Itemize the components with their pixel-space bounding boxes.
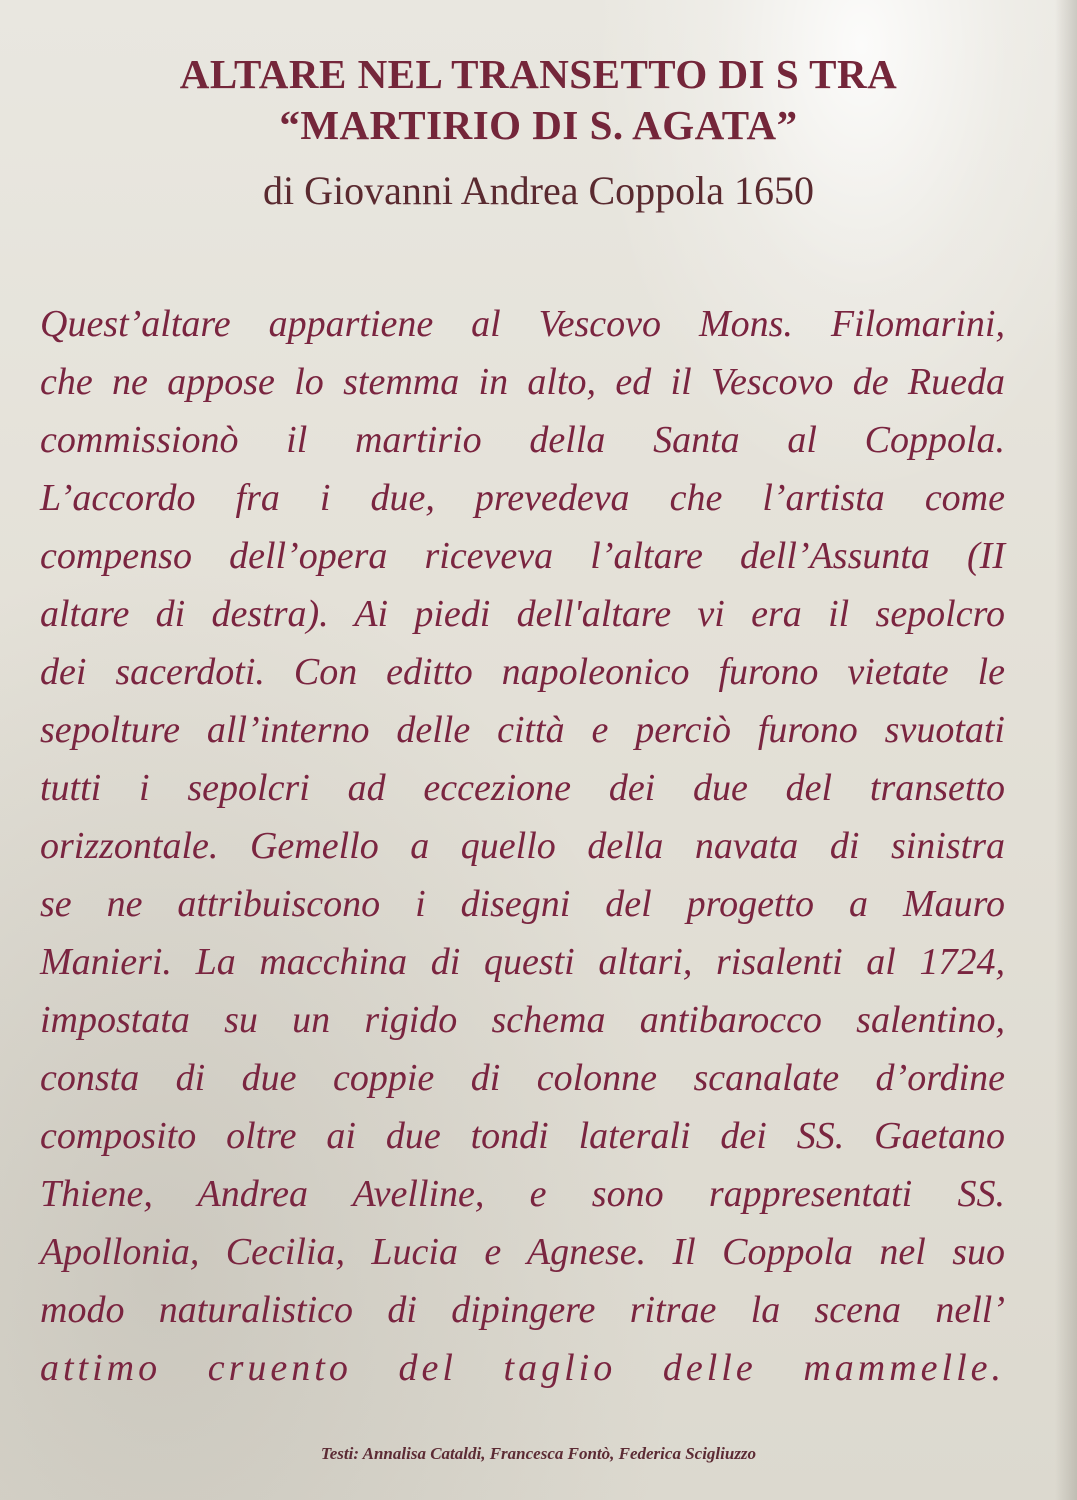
body-line: consta di due coppie di colonne scanalate d’ordine bbox=[40, 1057, 1005, 1099]
panel-edge-shadow bbox=[1055, 0, 1077, 1500]
body-line: modo naturalistico di dipingere ritrae la scena nell’ bbox=[40, 1289, 1005, 1331]
body-line: dei sacerdoti. Con editto napoleonico furono vietate le bbox=[40, 651, 1005, 693]
body-line: che ne appose lo stemma in alto, ed il Vescovo de Rueda bbox=[40, 361, 1005, 403]
body-line: sepolture all’interno delle città e perciò furono svuotati bbox=[40, 709, 1005, 751]
body-line: Apollonia, Cecilia, Lucia e Agnese. Il Coppola nel suo bbox=[40, 1231, 1005, 1273]
body-line: se ne attribuiscono i disegni del progetto a Mauro bbox=[40, 883, 1005, 925]
title-line-2: “MARTIRIO DI S. AGATA” bbox=[279, 102, 798, 148]
subtitle: di Giovanni Andrea Coppola 1650 bbox=[262, 168, 815, 213]
body-line: L’accordo fra i due, prevedeva che l’artista come bbox=[40, 477, 1005, 519]
body-line: commissionò il martirio della Santa al Coppola. bbox=[40, 419, 1005, 461]
body-line: Manieri. La macchina di questi altari, risalenti al 1724, bbox=[40, 941, 1005, 983]
credits: Testi: Annalisa Cataldi, Francesca Fontò, Federica Scigliuzzo bbox=[320, 1444, 757, 1463]
body-line: orizzontale. Gemello a quello della navata di sinistra bbox=[40, 825, 1005, 867]
body-line: altare di destra). Ai piedi dell'altare vi era il sepolcro bbox=[40, 593, 1005, 635]
body-line: impostata su un rigido schema antibarocco salentino, bbox=[40, 999, 1005, 1041]
body-line: Thiene, Andrea Avelline, e sono rappresentati SS. bbox=[40, 1173, 1005, 1215]
body-line: tutti i sepolcri ad eccezione dei due del transetto bbox=[40, 767, 1005, 809]
body-line: composito oltre ai due tondi laterali dei SS. Gaetano bbox=[40, 1115, 1005, 1157]
body-line-last: attimo cruento del taglio delle mammelle. bbox=[40, 1347, 1005, 1389]
body-text bbox=[40, 295, 1005, 1397]
body-line: Quest’altare appartiene al Vescovo Mons. Filomarini, bbox=[40, 303, 1005, 345]
title-line-1: ALTARE NEL TRANSETTO DI S TRA bbox=[179, 51, 898, 97]
body-line: compenso dell’opera riceveva l’altare dell’Assunta (II bbox=[40, 535, 1005, 577]
